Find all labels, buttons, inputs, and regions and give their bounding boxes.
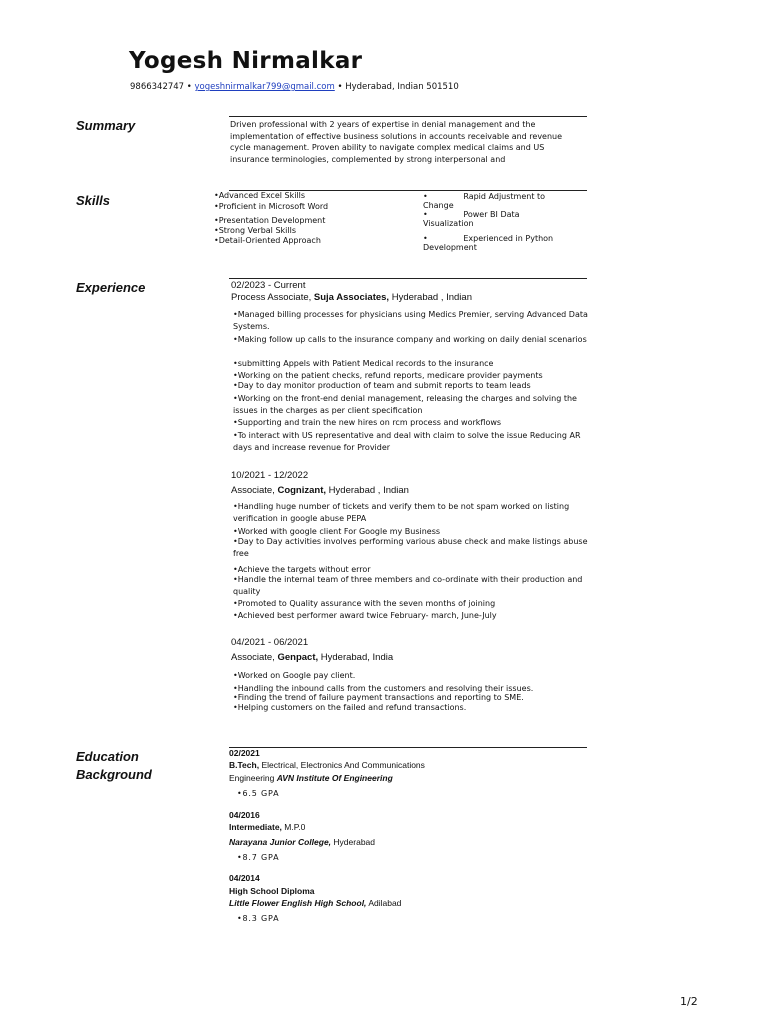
job-location: Hyderabad, India bbox=[320, 652, 394, 663]
location: • Hyderabad, Indian 501510 bbox=[337, 82, 459, 92]
experience-divider bbox=[229, 278, 587, 279]
job-company: Genpact, bbox=[277, 652, 319, 663]
email-link[interactable]: yogeshnirmalkar799@gmail.com bbox=[194, 82, 335, 92]
job-bullet: •Helping customers on the failed and refund transactions. bbox=[233, 703, 467, 712]
edu-gpa: •6.5 GPA bbox=[237, 789, 280, 798]
job-bullet: •Worked with google client For Google my Business bbox=[233, 527, 441, 536]
candidate-name: Yogesh Nirmalkar bbox=[129, 48, 363, 74]
skill-item-cont: Visualization bbox=[423, 219, 474, 228]
edu-place: Hyderabad bbox=[333, 837, 376, 847]
job-bullet: •Handling huge number of tickets and verify them to be not spam worked on listing verification in google abuse PEPA bbox=[233, 502, 570, 523]
skill-item: •Detail-Oriented Approach bbox=[214, 236, 321, 245]
contact-line bbox=[130, 82, 459, 92]
job-bullet: •Handling the inbound calls from the customers and resolving their issues. bbox=[233, 684, 534, 693]
edu-school: Little Flower English High School, bbox=[229, 898, 367, 908]
job-date: 10/2021 - 12/2022 bbox=[231, 470, 309, 481]
job-role bbox=[231, 485, 409, 496]
edu-date: 02/2021 bbox=[229, 748, 260, 758]
job-role bbox=[231, 292, 472, 303]
job-bullet: •Managed billing processes for physicians using Medics Premier, serving Advanced Data Systems. bbox=[233, 310, 588, 331]
summary-divider bbox=[229, 116, 587, 117]
edu-date: 04/2016 bbox=[229, 810, 260, 820]
job-bullet: •Day to day monitor production of team and submit reports to team leads bbox=[233, 381, 531, 390]
summary-heading: Summary bbox=[76, 118, 136, 133]
job-bullet: •submitting Appels with Patient Medical records to the insurance bbox=[233, 359, 494, 368]
edu-date: 04/2014 bbox=[229, 873, 260, 883]
skill-item: • Experienced in Python bbox=[423, 234, 554, 243]
skills-heading: Skills bbox=[76, 193, 110, 208]
skill-item: •Presentation Development bbox=[214, 216, 326, 225]
skill-item: •Proficient in Microsoft Word bbox=[214, 202, 329, 211]
job-role bbox=[231, 652, 393, 663]
edu-gpa: •8.3 GPA bbox=[237, 914, 280, 923]
job-bullet: •Handle the internal team of three members and co-ordinate with their production and quality bbox=[233, 575, 583, 596]
job-bullet: •Working on the front-end denial management, releasing the charges and solving the issues in the charges as per client specification bbox=[233, 394, 577, 415]
job-title: Associate, bbox=[231, 652, 275, 663]
job-bullet: •To interact with US representative and deal with claim to solve the issue Reducing AR days and increase revenue for Provider bbox=[233, 431, 581, 452]
job-location: Hyderabad , Indian bbox=[328, 485, 409, 496]
edu-gpa: •8.7 GPA bbox=[237, 853, 280, 862]
edu-school: AVN Institute Of Engineering bbox=[276, 773, 393, 783]
edu-degree-line bbox=[229, 822, 305, 832]
experience-heading: Experience bbox=[76, 280, 146, 295]
job-date: 04/2021 - 06/2021 bbox=[231, 637, 309, 648]
job-bullet: •Achieved best performer award twice February- march, June-July bbox=[233, 611, 497, 620]
job-bullet: •Making follow up calls to the insurance company and working on daily denial scenarios bbox=[233, 335, 587, 344]
summary-text: Driven professional with 2 years of expertise in denial management and the implementation of effective business solutions in accounts receivable and revenue cycle management. Proven ability to navigate complex medical claims and US insurance terminologies, complemented by strong interpersonal and bbox=[230, 120, 563, 164]
job-bullet: •Day to Day activities involves performing various abuse check and make listings abuse free bbox=[233, 537, 588, 558]
skill-item: • Power BI Data bbox=[423, 210, 520, 219]
skill-item-cont: Development bbox=[423, 243, 477, 252]
skill-item: •Strong Verbal Skills bbox=[214, 226, 296, 235]
job-company: Suja Associates, bbox=[313, 292, 390, 303]
edu-degree-line bbox=[229, 760, 425, 770]
job-bullet: •Promoted to Quality assurance with the seven months of joining bbox=[233, 599, 496, 608]
skill-item: •Advanced Excel Skills bbox=[214, 191, 306, 200]
skill-item: • Rapid Adjustment to bbox=[423, 192, 546, 201]
job-company: Cognizant, bbox=[277, 485, 327, 496]
page-number: 1/2 bbox=[680, 995, 698, 1008]
edu-degree: High School Diploma bbox=[229, 886, 315, 896]
job-bullet: •Working on the patient checks, refund reports, medicare provider payments bbox=[233, 371, 543, 380]
education-heading-line2: Background bbox=[76, 767, 152, 782]
edu-field: M.P.0 bbox=[284, 822, 306, 832]
education-heading: Education bbox=[76, 749, 139, 764]
job-bullet: •Worked on Google pay client. bbox=[233, 671, 356, 680]
job-date: 02/2023 - Current bbox=[231, 280, 306, 291]
job-title: Associate, bbox=[231, 485, 275, 496]
edu-school-line bbox=[229, 773, 393, 783]
edu-degree: Intermediate, bbox=[229, 822, 282, 832]
edu-degree: B.Tech, bbox=[229, 760, 260, 770]
edu-place: Adilabad bbox=[368, 898, 402, 908]
job-title: Process Associate, bbox=[231, 292, 312, 303]
edu-degree-line bbox=[229, 886, 314, 896]
job-bullet: •Finding the trend of failure payment transactions and reporting to SME. bbox=[233, 693, 524, 702]
skill-item-cont: Change bbox=[423, 201, 454, 210]
job-bullet: •Achieve the targets without error bbox=[233, 565, 371, 574]
education-divider bbox=[229, 747, 587, 748]
job-location: Hyderabad , Indian bbox=[391, 292, 472, 303]
edu-field: Electrical, Electronics And Communications bbox=[261, 760, 425, 770]
edu-school-line bbox=[229, 898, 401, 908]
edu-school-line bbox=[229, 837, 375, 847]
edu-field-cont: Engineering bbox=[229, 773, 275, 783]
edu-school: Narayana Junior College, bbox=[229, 837, 332, 847]
phone-number: 9866342747 • bbox=[130, 82, 192, 92]
job-bullet: •Supporting and train the new hires on rcm process and workflows bbox=[233, 418, 502, 427]
